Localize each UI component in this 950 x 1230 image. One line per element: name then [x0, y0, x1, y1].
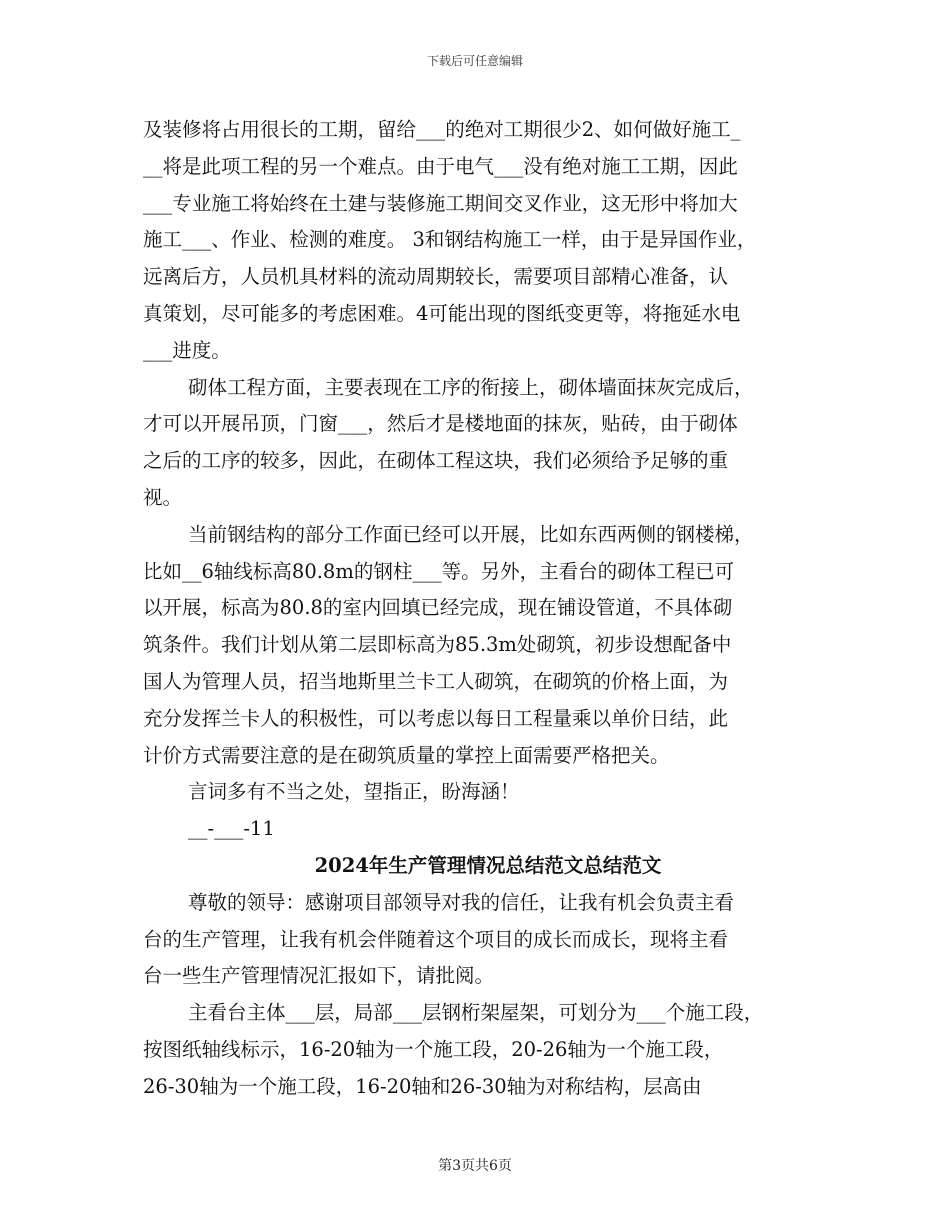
text-line: 砌体工程方面，主要表现在工序的衔接上，砌体墙面抹灰完成后， [188, 375, 754, 399]
text-line: 台一些生产管理情况汇报如下，请批阅。 [143, 964, 495, 988]
text-line: 尊敬的领导：感谢项目部领导对我的信任，让我有机会负责主看 [188, 890, 735, 914]
text-line: 视。 [143, 485, 183, 509]
text-line: 远离后方，人员机具材料的流动周期较长，需要项目部精心准备，认 [143, 265, 729, 289]
text-line: 计价方式需要注意的是在砌筑质量的掌控上面需要严格把关。 [143, 743, 670, 767]
text-line: 施工___、作业、检测的难度。 3和钢结构施工一样，由于是异国作业， [143, 228, 757, 252]
page-footer: 第3页共6页 [438, 1158, 512, 1174]
text-line: __-___-11 [188, 817, 275, 841]
text-line: 台的生产管理，让我有机会伴随着这个项目的成长而成长，现将主看 [143, 927, 729, 951]
text-line: 以开展，标高为80.8的室内回填已经完成，现在铺设管道，不具体砌 [143, 596, 733, 620]
text-line: 国人为管理人员，招当地斯里兰卡工人砌筑，在砌筑的价格上面，为 [143, 669, 729, 693]
text-line: ___专业施工将始终在土建与装修施工期间交叉作业，这无形中将加大 [143, 191, 738, 215]
text-line: 26-30轴为一个施工段，16-20轴和26-30轴为对称结构，层高由 [143, 1074, 702, 1098]
section-text [143, 885, 833, 1106]
text-line: __将是此项工程的另一个难点。由于电气___没有绝对施工工期，因此 [143, 154, 738, 178]
document-body [143, 112, 833, 1106]
text-line: 真策划，尽可能多的考虑困难。4可能出现的图纸变更等，将拖延水电 [143, 301, 741, 325]
text-line: 言词多有不当之处，望指正，盼海涵！ [188, 780, 520, 804]
text-line: 按图纸轴线标示，16-20轴为一个施工段，20-26轴为一个施工段， [143, 1037, 724, 1061]
text-line: 筑条件。我们计划从第二层即标高为85.3m处砌筑，初步设想配备中 [143, 633, 732, 657]
page-header: 下载后可任意编辑 [426, 54, 523, 68]
text-line: 之后的工序的较多，因此，在砌体工程这块，我们必须给予足够的重 [143, 449, 729, 473]
text-line: 才可以开展吊顶，门窗___，然后才是楼地面的抹灰，贴砖，由于砌体 [143, 412, 738, 436]
section-title: 2024年生产管理情况总结范文总结范文 [314, 853, 662, 877]
text-line: 比如__6轴线标高80.8m的钢柱___等。另外，主看台的砌体工程已可 [143, 559, 735, 583]
text-line: 及装修将占用很长的工期，留给___的绝对工期很少2、如何做好施工_ [143, 118, 741, 141]
text-line: ___进度。 [143, 338, 231, 362]
body-text [143, 112, 833, 848]
text-line: 当前钢结构的部分工作面已经可以开展，比如东西两侧的钢楼梯， [188, 522, 754, 546]
text-line: 主看台主体___层，局部___层钢桁架屋架，可划分为___个施工段， [188, 1001, 764, 1025]
text-line: 充分发挥兰卡人的积极性，可以考虑以每日工程量乘以单价日结，此 [143, 706, 729, 730]
